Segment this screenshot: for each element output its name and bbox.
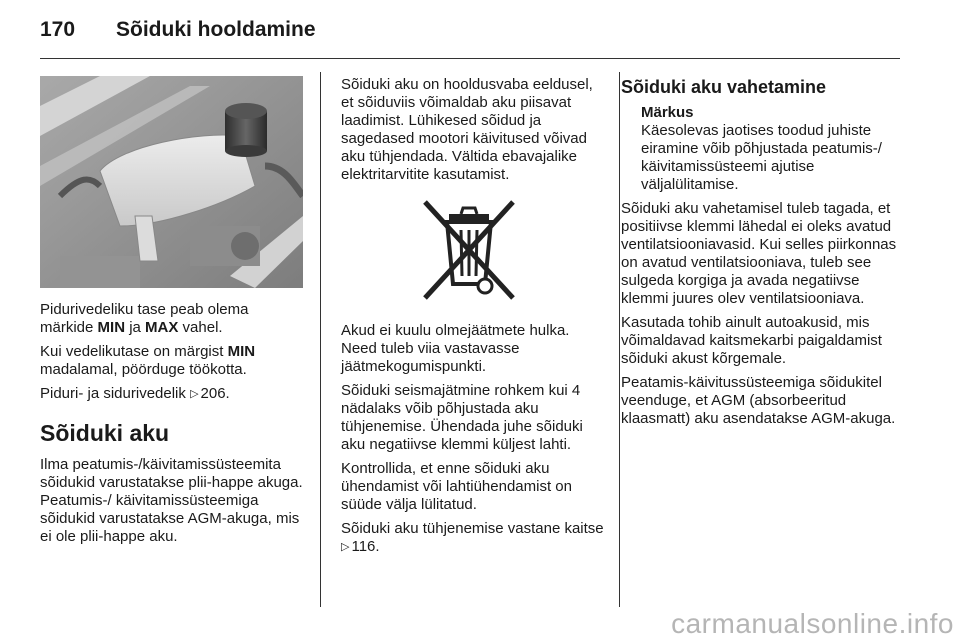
section-heading-battery: Sõiduki aku <box>40 420 170 446</box>
column-1 <box>40 76 305 552</box>
column-3 <box>621 76 903 434</box>
section-heading-battery-replacement: Sõiduki aku vahetamine <box>621 77 827 97</box>
xref-arrow-icon: ▷ <box>341 541 350 553</box>
note-text: Käesolevas jaotises toodud juhiste eiramine võib põhjustada peatumis-/ käivitamissüsteemi ajutise väljalülitamise. <box>641 122 882 193</box>
page-header <box>40 18 316 48</box>
watermark: carmanualsonline.info <box>671 608 954 639</box>
min-mark: MIN <box>97 319 126 336</box>
chapter-title: Sõiduki hooldamine <box>116 18 316 41</box>
car-battery-paragraph: Kasutada tohib ainult autoakusid, mis võimaldavad kaitsmekarbi paigaldamist sõiduki akust kõrgemale. <box>621 314 882 367</box>
column-divider <box>320 72 321 607</box>
storage-paragraph: Sõiduki seismajätmine rohkem kui 4 nädalaks võib põhjustada aku tühjenemise. Ühendada juhe sõiduki aku negatiivse klemmi küljest lahti. <box>341 382 583 453</box>
maintenance-free-paragraph: Sõiduki aku on hooldusvaba eeldusel, et sõiduviis võimaldab aku piisavat laadimist. Lühikesed sõidud ja sagedased mootori käivitused võivad aku tühjendada. Vältida ebavajalike elektritarvitite kasutamist. <box>341 76 593 183</box>
note-box <box>621 104 903 194</box>
page-number: 170 <box>40 18 76 41</box>
header-rule <box>40 58 900 59</box>
xref-arrow-icon: ▷ <box>190 388 199 400</box>
low-level-paragraph: Kui vedelikutase on märgist MIN madalamal, pöörduge töökotta. <box>40 343 256 378</box>
note-title: Märkus <box>641 104 694 121</box>
column-divider <box>619 72 620 607</box>
brake-fluid-reservoir-photo <box>40 76 303 288</box>
disposal-paragraph: Akud ei kuulu olmejäätmete hulka. Need tuleb viia vastavasse jäätmekogumispunkti. <box>341 322 570 375</box>
discharge-protection-xref[interactable]: Sõiduki aku tühjenemise vastane kaitse ▷ 116. <box>341 520 604 555</box>
ignition-paragraph: Kontrollida, et enne sõiduki aku ühendamist või lahtiühendamist on süüde välja lülitatud. <box>341 460 572 513</box>
agm-paragraph: Peatamis-käivitussüsteemiga sõidukitel veenduge, et AGM (absorbeeritud klaasmatt) aku asendatakse AGM-akuga. <box>621 374 896 427</box>
brake-fluid-xref[interactable]: Piduri- ja sidurivedelik ▷ 206. <box>40 385 230 402</box>
max-mark: MAX <box>145 319 179 336</box>
replacement-paragraph: Sõiduki aku vahetamisel tuleb tagada, et positiivse klemmi lähedal ei oleks avatud ventilatsiooniavasid. Kui selles piirkonnas on avatud ventilatsiooniava, tuleb see sulgeda korgiga ja avada negatiivse klemmi juures olev ventilatsiooniava. <box>621 200 897 307</box>
min-mark: MIN <box>227 343 256 360</box>
crossed-bin-icon <box>419 196 519 304</box>
battery-intro-paragraph: Ilma peatumis-/käivitamissüsteemita sõidukid varustatakse plii-happe akuga. Peatumis-/ käivitamissüsteemiga sõidukid varustatakse AGM-akuga, mis ei ole plii-happe aku. <box>40 456 303 545</box>
column-2 <box>341 76 606 563</box>
brake-fluid-level-paragraph: Pidurivedeliku tase peab olema märkide MIN ja MAX vahel. <box>40 301 249 336</box>
